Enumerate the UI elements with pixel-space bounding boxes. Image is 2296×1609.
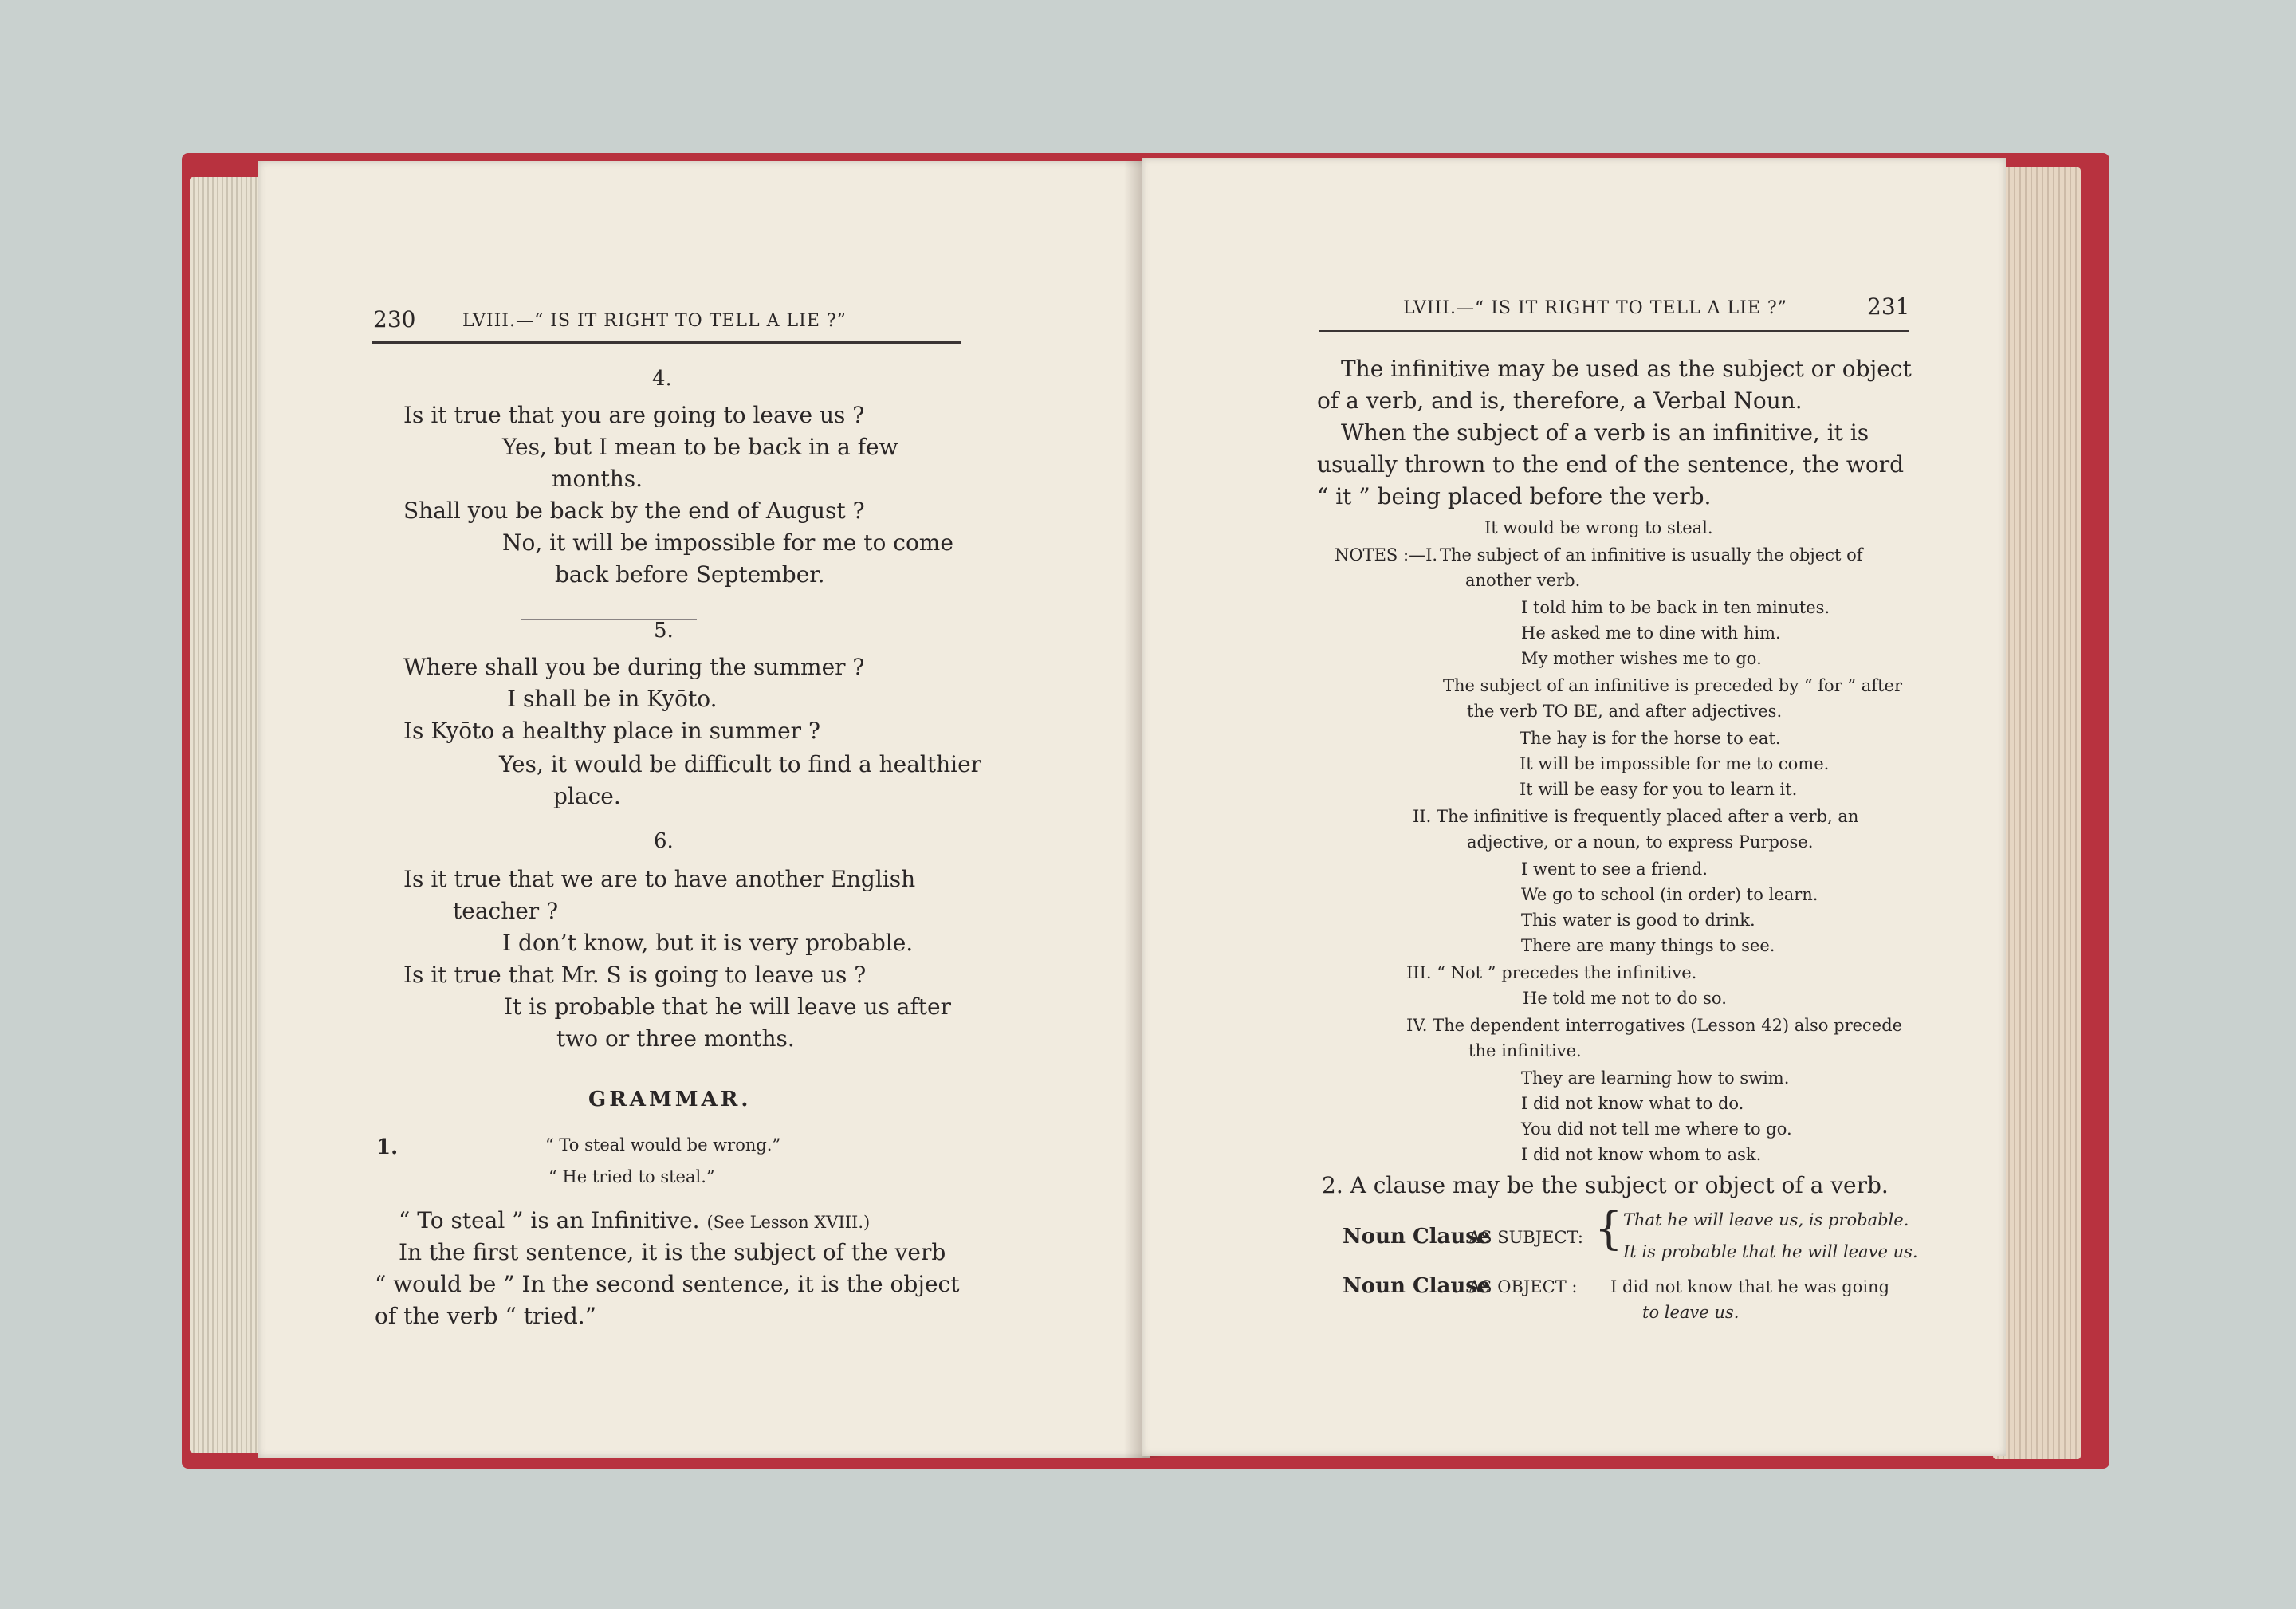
example-sentence: That he will leave us, is probable. bbox=[1623, 1210, 1909, 1229]
section-number: 4. bbox=[652, 367, 672, 391]
example-sentence: There are many things to see. bbox=[1521, 936, 1775, 955]
noun-clause-label: Noun Clause bbox=[1343, 1274, 1491, 1298]
question-text: Is it true that Mr. S is going to leave us ? bbox=[403, 962, 867, 988]
note-text: another verb. bbox=[1465, 571, 1581, 590]
right-page bbox=[1142, 158, 2006, 1456]
example-sentence: “ He tried to steal.” bbox=[548, 1167, 715, 1186]
paragraph-line: When the subject of a verb is an infinitive, it is bbox=[1341, 419, 1869, 446]
paragraph-line: “ it ” being placed before the verb. bbox=[1317, 483, 1712, 509]
paragraph-line: The infinitive may be used as the subject or object bbox=[1341, 356, 1912, 382]
paragraph-line bbox=[399, 1207, 870, 1233]
example-sentence: He asked me to dine with him. bbox=[1521, 624, 1781, 643]
page-number: 231 bbox=[1867, 293, 1910, 320]
example-sentence: It would be wrong to steal. bbox=[1484, 518, 1713, 537]
paragraph-line: usually thrown to the end of the sentence, the word bbox=[1317, 451, 1905, 478]
note-text: The subject of an infinitive is usually the object of bbox=[1440, 545, 1863, 565]
header-rule bbox=[1319, 330, 1909, 332]
question-text: Is it true that we are to have another English bbox=[403, 866, 916, 892]
answer-text: Yes, it would be difficult to find a healthier bbox=[499, 751, 982, 777]
note-text: the verb TO BE, and after adjectives. bbox=[1467, 702, 1783, 721]
infinitive-statement: “ To steal ” is an Infinitive. bbox=[399, 1207, 700, 1233]
example-sentence: It will be impossible for me to come. bbox=[1520, 754, 1830, 773]
note-text: the infinitive. bbox=[1468, 1041, 1582, 1060]
answer-text: It is probable that he will leave us after bbox=[504, 993, 952, 1020]
clause-type: AS SUBJECT: bbox=[1468, 1228, 1583, 1247]
paragraph-line: In the first sentence, it is the subject of the verb bbox=[399, 1239, 946, 1265]
question-text: Is Kyōto a healthy place in summer ? bbox=[403, 718, 820, 744]
question-text: Shall you be back by the end of August ? bbox=[403, 498, 865, 524]
notes-label: NOTES :—I. bbox=[1335, 545, 1438, 565]
question-text: Where shall you be during the summer ? bbox=[403, 654, 865, 680]
example-sentence: You did not tell me where to go. bbox=[1521, 1119, 1792, 1139]
noun-clause-label: Noun Clause bbox=[1343, 1225, 1491, 1249]
example-sentence: I did not know that he was going bbox=[1610, 1277, 1890, 1296]
example-sentence: This water is good to drink. bbox=[1521, 911, 1755, 930]
note-text: The subject of an infinitive is preceded by “ for ” after bbox=[1443, 676, 1903, 695]
answer-text: back before September. bbox=[555, 561, 825, 588]
running-head: LVIII.—“ IS IT RIGHT TO TELL A LIE ?” bbox=[462, 311, 847, 331]
lesson-reference: (See Lesson XVIII.) bbox=[706, 1213, 871, 1232]
paragraph-line: of the verb “ tried.” bbox=[375, 1303, 596, 1329]
answer-text: I shall be in Kyōto. bbox=[507, 686, 718, 712]
grammar-heading: GRAMMAR. bbox=[588, 1088, 752, 1111]
section-number: 6. bbox=[654, 829, 674, 853]
note-text: adjective, or a noun, to express Purpose. bbox=[1467, 832, 1814, 852]
left-page-edges bbox=[190, 177, 266, 1453]
example-sentence: I told him to be back in ten minutes. bbox=[1521, 598, 1830, 617]
right-page-edges bbox=[1993, 167, 2081, 1459]
brace: { bbox=[1594, 1203, 1623, 1255]
answer-text: No, it will be impossible for me to come bbox=[502, 529, 953, 556]
example-sentence: The hay is for the horse to eat. bbox=[1520, 729, 1781, 748]
paragraph-line: “ would be ” In the second sentence, it is the object bbox=[375, 1271, 960, 1297]
answer-text: place. bbox=[553, 783, 621, 809]
example-sentence: I did not know what to do. bbox=[1521, 1094, 1744, 1113]
note-text: IV. The dependent interrogatives (Lesson 42) also precede bbox=[1406, 1016, 1903, 1035]
header-rule bbox=[372, 341, 961, 344]
example-sentence: I did not know whom to ask. bbox=[1521, 1145, 1762, 1164]
answer-text: two or three months. bbox=[556, 1025, 795, 1052]
section-number: 5. bbox=[654, 619, 674, 643]
example-sentence: My mother wishes me to go. bbox=[1521, 649, 1762, 668]
note-text: III. “ Not ” precedes the infinitive. bbox=[1406, 963, 1697, 982]
clause-heading: 2. A clause may be the subject or object of a verb. bbox=[1322, 1172, 1889, 1198]
answer-text: Yes, but I mean to be back in a few bbox=[502, 434, 898, 460]
note-text: II. The infinitive is frequently placed after a verb, an bbox=[1413, 807, 1859, 826]
example-sentence: to leave us. bbox=[1642, 1303, 1740, 1322]
page-number: 230 bbox=[373, 306, 416, 332]
left-page bbox=[258, 161, 1150, 1458]
example-sentence: It will be easy for you to learn it. bbox=[1520, 780, 1798, 799]
answer-text: months. bbox=[552, 466, 643, 492]
answer-text: I don’t know, but it is very probable. bbox=[502, 930, 914, 956]
example-sentence: It is probable that he will leave us. bbox=[1623, 1242, 1918, 1261]
grammar-number: 1. bbox=[376, 1135, 399, 1159]
paragraph-line: of a verb, and is, therefore, a Verbal Noun. bbox=[1317, 387, 1803, 414]
example-sentence: He told me not to do so. bbox=[1523, 989, 1727, 1008]
clause-type: AS OBJECT : bbox=[1468, 1277, 1578, 1296]
example-sentence: “ To steal would be wrong.” bbox=[545, 1135, 781, 1155]
example-sentence: We go to school (in order) to learn. bbox=[1521, 885, 1818, 904]
running-head: LVIII.—“ IS IT RIGHT TO TELL A LIE ?” bbox=[1403, 298, 1787, 318]
example-sentence: They are learning how to swim. bbox=[1521, 1068, 1790, 1088]
example-sentence: I went to see a friend. bbox=[1521, 860, 1708, 879]
question-text: teacher ? bbox=[453, 898, 559, 924]
question-text: Is it true that you are going to leave us ? bbox=[403, 402, 865, 428]
